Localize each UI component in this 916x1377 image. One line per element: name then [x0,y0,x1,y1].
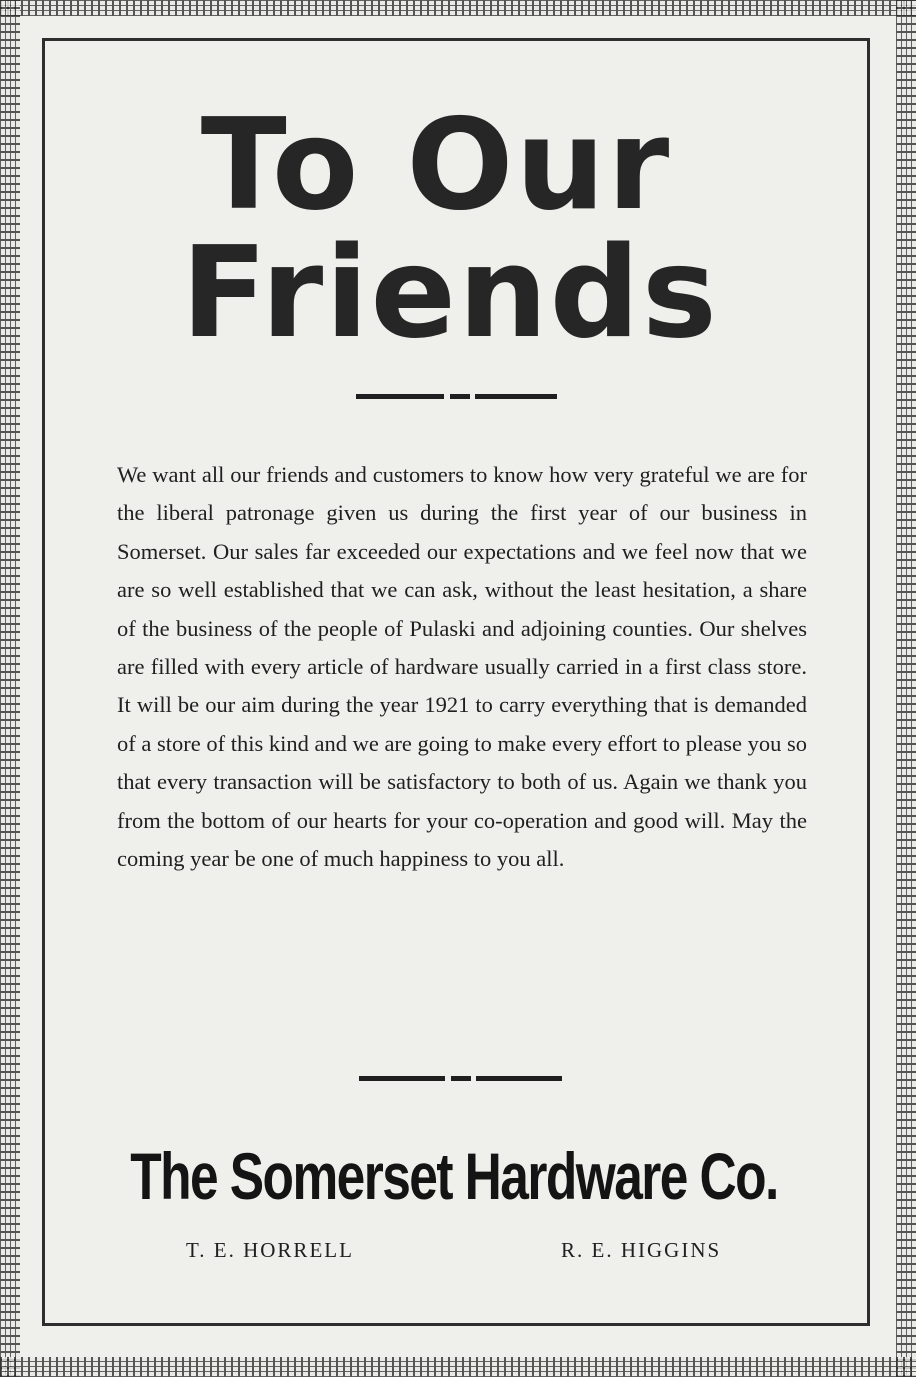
divider-bottom-segment-3 [476,1076,562,1081]
partner-name-left: T. E. HORRELL [186,1238,354,1262]
divider-top-segment-1 [356,394,444,399]
ornamental-border-bottom [0,1357,916,1377]
company-name: The Somerset Hardware Co. [130,1139,778,1213]
ornamental-border-top [0,0,916,16]
headline-line-1: To Our [200,91,672,238]
ornamental-border-right [896,0,916,1377]
advertisement-page [20,16,896,1357]
divider-top-segment-3 [475,394,557,399]
divider-bottom-segment-1 [359,1076,445,1081]
partner-name-right: R. E. HIGGINS [561,1238,722,1262]
divider-top-segment-2 [450,394,470,399]
headline-line-2: Friends [181,219,719,366]
divider-bottom-segment-2 [451,1076,471,1081]
body-paragraph: We want all our friends and customers to know how very grateful we are for the liberal patronage given us during the first year of our business in Somerset. Our sales far exceeded our expectations and we feel now that we are so well established that we can ask, without the least hesitation, a share of the business of the people of Pulaski and adjoining counties. Our shelves are filled with every article of hardware usually carried in a first class store. It will be our aim during the year 1921 to carry everything that is demanded of a store of this kind and we are going to make every effort to please you so that every transaction will be satisfactory to both of us. Again we thank you from the bottom of our hearts for your co-operation and good will. May the coming year be one of much happiness to you all. [117,462,808,872]
